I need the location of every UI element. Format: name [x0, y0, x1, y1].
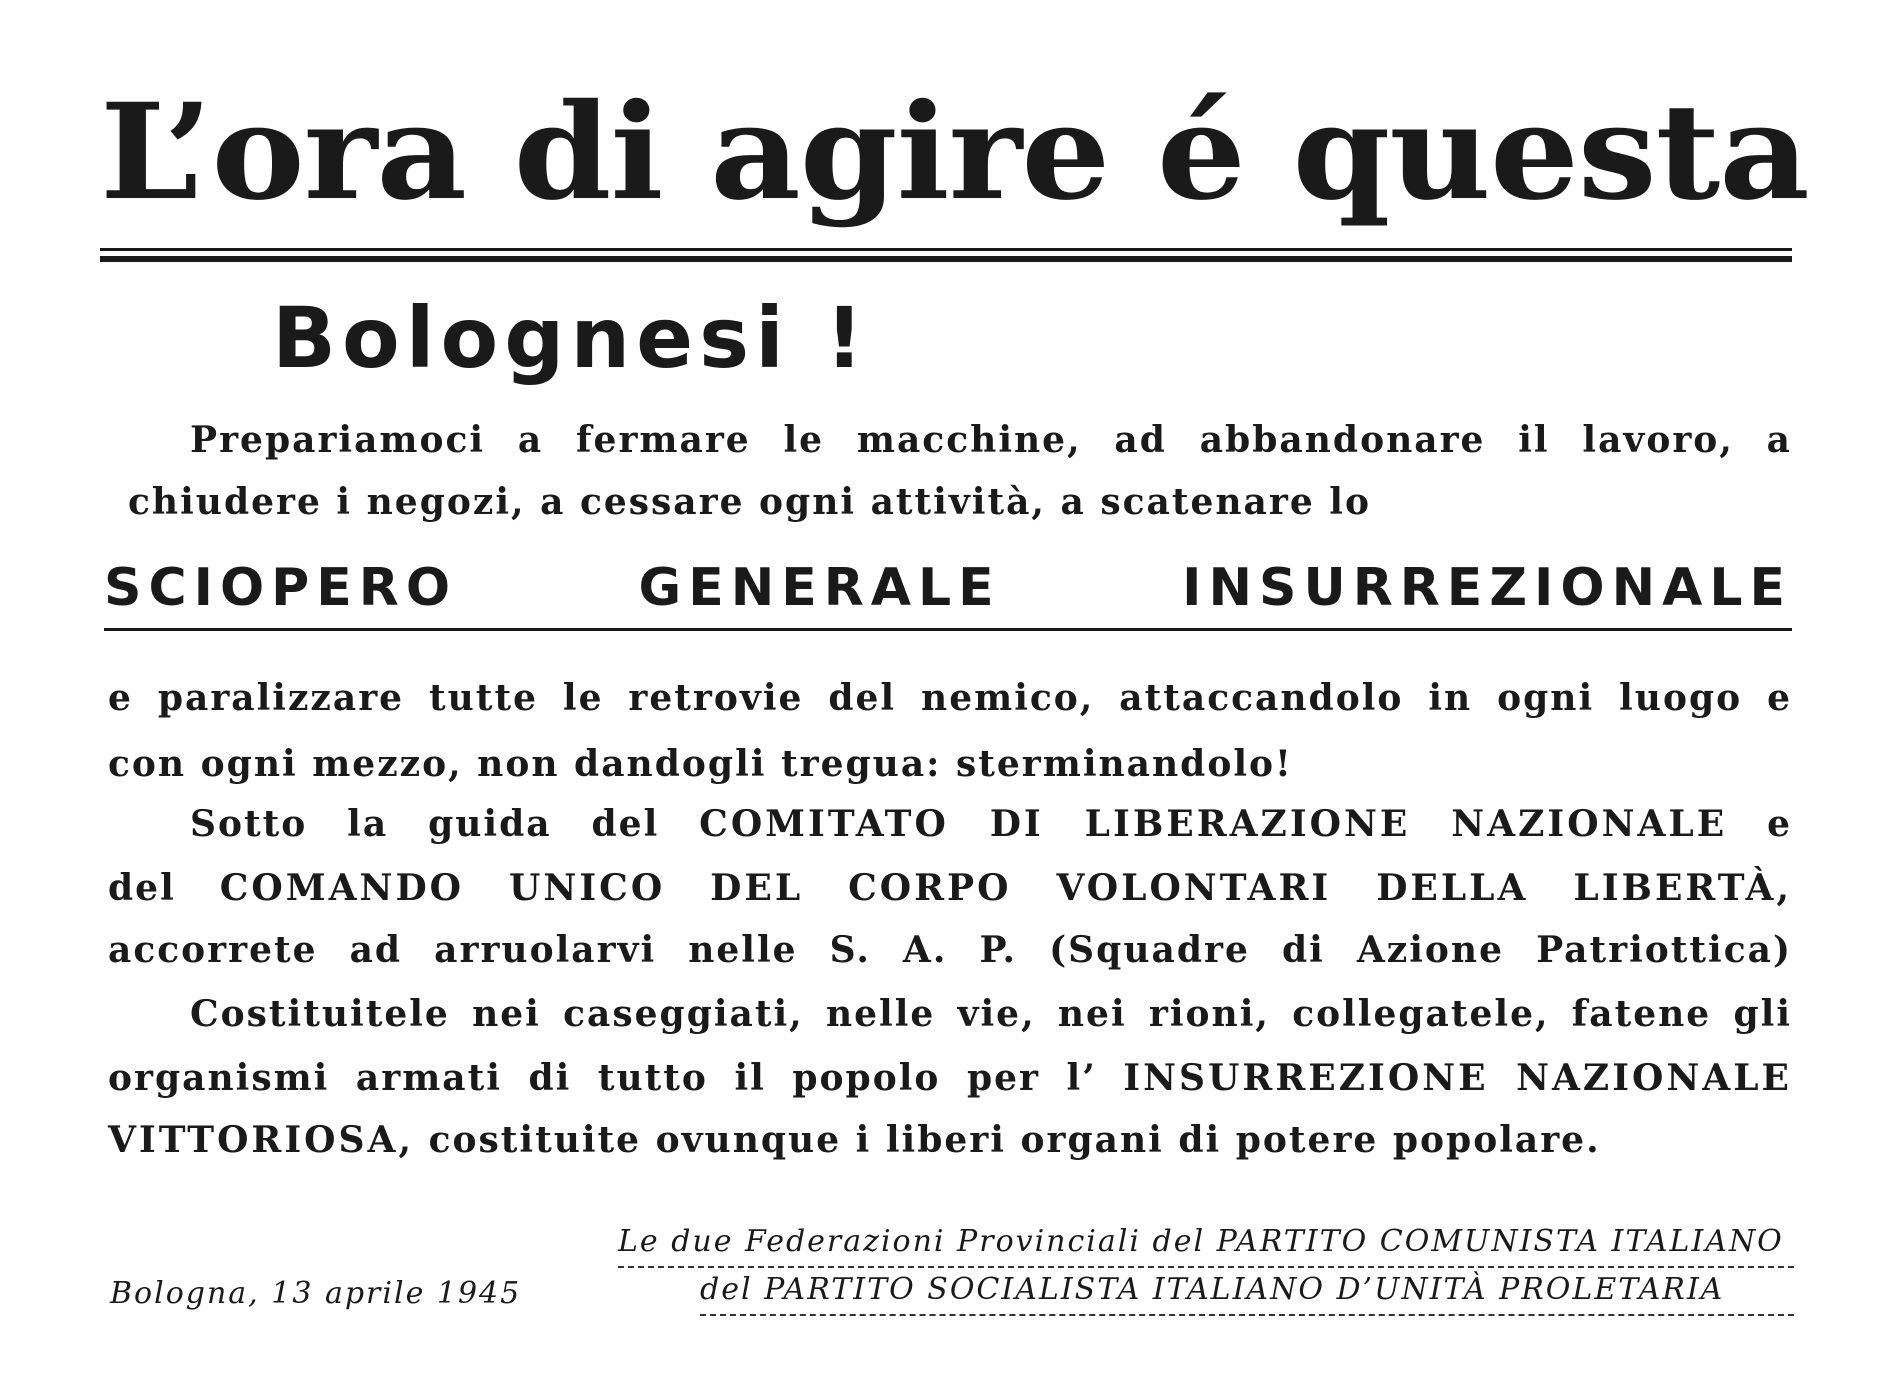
cvl-command-name: COMANDO UNICO DEL CORPO VOLONTARI DELLA LIBERTÀ, — [219, 867, 1792, 909]
paragraph4-line2-text: organismi armati di tutto il popolo per l’ — [108, 1057, 1097, 1099]
headline-rule-bottom — [100, 256, 1792, 262]
paragraph4-line1: Costituitele nei caseggiati, nelle vie, nei rioni, collegatele, fatene gli — [190, 993, 1792, 1035]
paragraph3-line3: accorrete ad arruolarvi nelle S. A. P. (Squadre di Azione Patriottica) — [108, 929, 1792, 971]
signature-line2-text: del — [700, 1272, 753, 1307]
salutation: Bolognesi ! — [272, 289, 870, 387]
signature-line2 — [700, 1272, 1724, 1308]
signature-line1 — [618, 1224, 1784, 1260]
paragraph1-line1: Prepariamoci a fermare le macchine, ad abbandonare il lavoro, a — [190, 419, 1792, 461]
paragraph4-line3 — [108, 1118, 1601, 1162]
signature-line1-text: Le due Federazioni Provinciali del — [618, 1224, 1206, 1259]
insurrection-phrase: INSURREZIONE NAZIONALE — [1123, 1057, 1792, 1099]
signature-rule-top — [618, 1266, 1794, 1268]
paragraph2-line1: e paralizzare tutte le retrovie del nemico, attaccandolo in ogni luogo e — [108, 677, 1792, 719]
strike-title-rule — [104, 628, 1792, 631]
pci-name: PARTITO COMUNISTA ITALIANO — [1216, 1224, 1784, 1259]
paragraph3-line2 — [108, 866, 1792, 910]
signature-rule-bottom — [700, 1314, 1794, 1316]
paragraph2-line2: con ogni mezzo, non dandogli tregua: sterminandolo! — [108, 743, 1293, 785]
paragraph1-line2: chiudere i negozi, a cessare ogni attività, a scatenare lo — [128, 481, 1371, 523]
victorious-word: VITTORIOSA, — [108, 1119, 415, 1161]
headline-rule-top — [100, 248, 1792, 251]
paragraph4-line2 — [108, 1056, 1792, 1100]
strike-title: SCIOPERO GENERALE INSURREZIONALE — [104, 558, 1792, 618]
cln-name: COMITATO DI LIBERAZIONE NAZIONALE — [699, 803, 1728, 845]
date-place: Bologna, 13 aprile 1945 — [110, 1276, 522, 1311]
paragraph3-line1-end: e — [1767, 803, 1792, 845]
psiup-name: PARTITO SOCIALISTA ITALIANO D’UNITÀ PROLETARIA — [764, 1272, 1725, 1307]
paragraph4-line3-text: costituite ovunque i liberi organi di potere popolare. — [428, 1119, 1601, 1161]
paragraph3-line1-text: Sotto la guida del — [190, 803, 660, 845]
paragraph3-line1 — [190, 802, 1792, 846]
paragraph3-line2-text: del — [108, 867, 176, 909]
poster-headline: L’ora di agire é questa — [100, 75, 1809, 230]
